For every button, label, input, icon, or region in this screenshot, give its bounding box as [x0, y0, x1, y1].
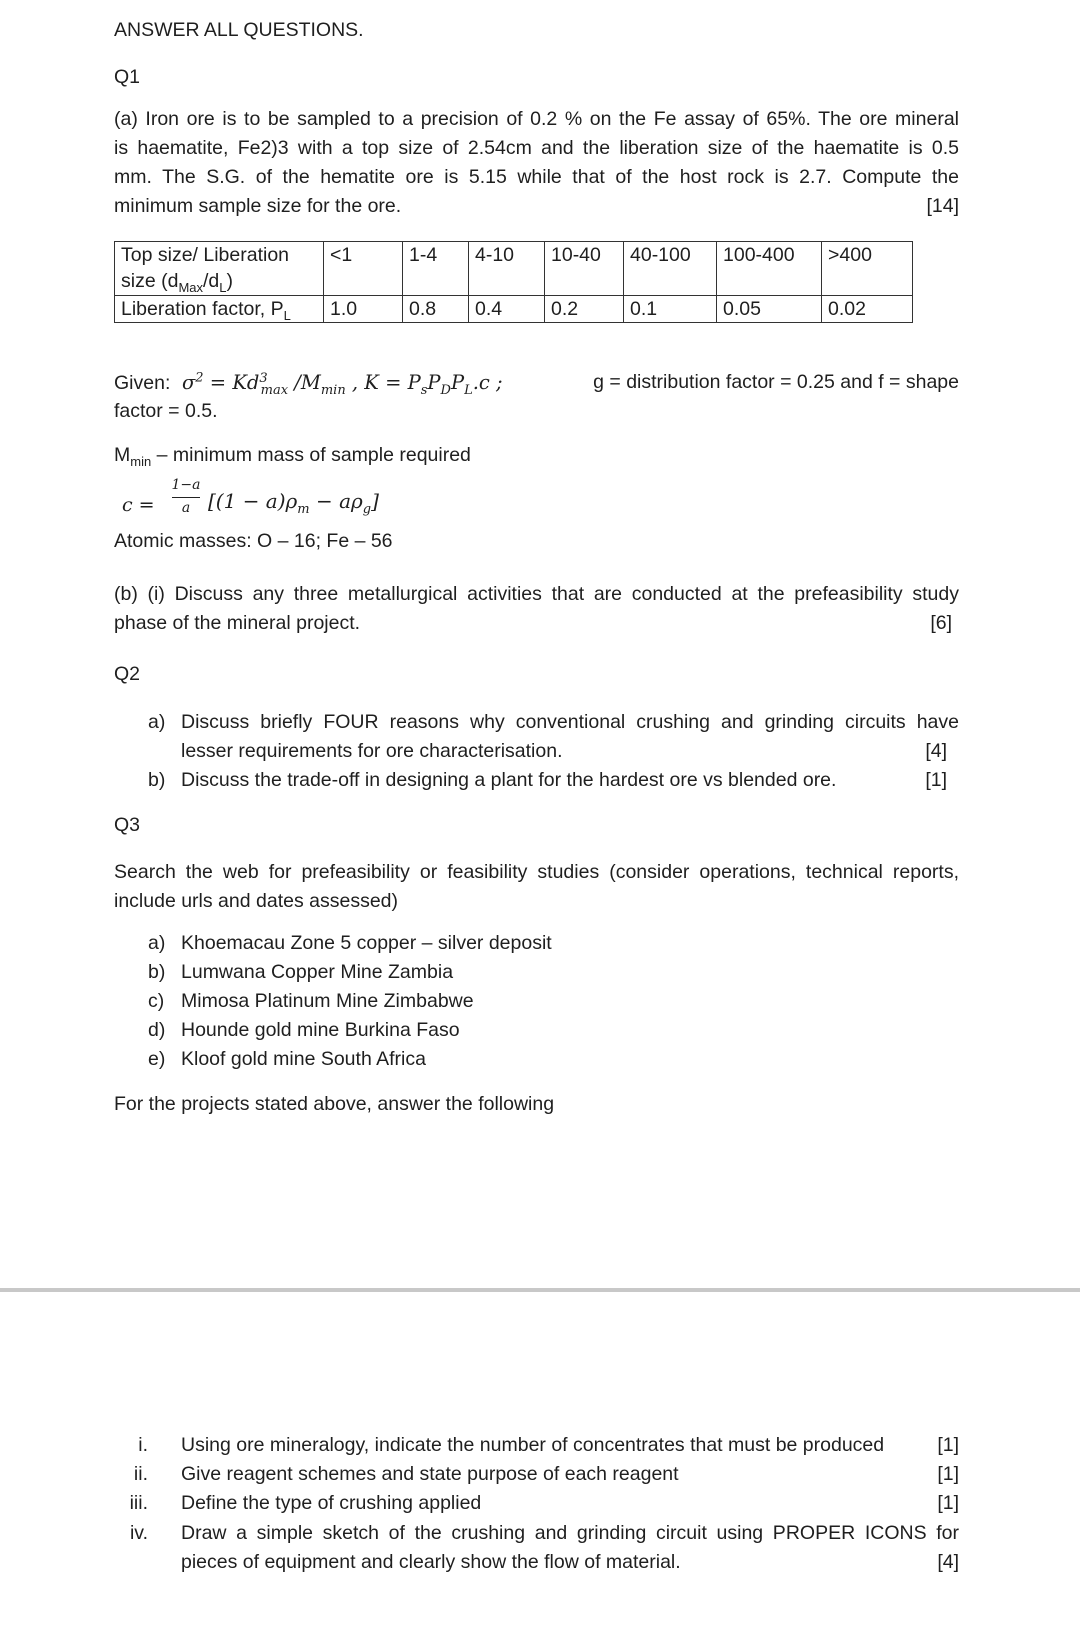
- q1a-line: minimum sample size for the ore.: [114, 195, 402, 217]
- top-size-label: Top size/ Liberation size (d: [121, 244, 290, 292]
- question-text: Define the type of crushing applied: [181, 1492, 482, 1514]
- q1b-line: (b) (i) Discuss any three metallurgical activities that are conducted at the prefeasibility study: [114, 583, 959, 605]
- project-letter: c): [148, 990, 165, 1012]
- given-line: [114, 368, 959, 398]
- table-cell: 4-10: [469, 242, 545, 296]
- table-cell: 0.4: [469, 296, 545, 323]
- table-cell: 0.2: [545, 296, 624, 323]
- question-number: iv.: [129, 1522, 148, 1544]
- question-text: Draw a simple sketch of the crushing and grinding circuit using PROPER ICONS for: [181, 1522, 959, 1544]
- project-item: Mimosa Platinum Mine Zimbabwe: [181, 990, 474, 1012]
- question-number: i.: [138, 1434, 148, 1456]
- q2-item-text: Discuss the trade-off in designing a plant for the hardest ore vs blended ore.: [181, 769, 837, 791]
- q1a-line: mm. The S.G. of the hematite ore is 5.15 while that of the host rock is 2.7. Compute the: [114, 166, 959, 188]
- project-letter: e): [148, 1048, 166, 1070]
- mmin-text: – minimum mass of sample required: [151, 444, 471, 466]
- q2-item-mark: [4]: [925, 740, 947, 762]
- question-number: ii.: [133, 1463, 148, 1485]
- page-divider: [0, 1288, 1080, 1292]
- liberation-table: [114, 241, 913, 323]
- given-text: g = distribution factor = 0.25 and f = shape: [593, 371, 959, 393]
- table-cell: 0.1: [624, 296, 717, 323]
- q2-label: Q2: [114, 663, 141, 685]
- project-item: Kloof gold mine South Africa: [181, 1048, 426, 1070]
- table-cell: <1: [324, 242, 403, 296]
- mmin-symbol: M: [114, 444, 131, 466]
- follow-text: For the projects stated above, answer the following: [114, 1093, 555, 1115]
- subscript: L: [219, 279, 227, 295]
- question-text: Give reagent schemes and state purpose of each reagent: [181, 1463, 679, 1485]
- q2-item-mark: [1]: [925, 769, 947, 791]
- table-cell: 0.8: [403, 296, 469, 323]
- q2-item-letter: b): [148, 769, 166, 791]
- page-header: ANSWER ALL QUESTIONS.: [114, 19, 364, 41]
- table-cell: 0.02: [822, 296, 913, 323]
- q1b-mark: [6]: [930, 612, 952, 634]
- q2-item-letter: a): [148, 711, 166, 733]
- table-cell: 1.0: [324, 296, 403, 323]
- question-mark: [1]: [937, 1463, 959, 1485]
- q3-label: Q3: [114, 814, 141, 836]
- subscript: min: [130, 453, 152, 469]
- table-cell: 1-4: [403, 242, 469, 296]
- given-prefix: Given:: [114, 372, 171, 394]
- table-cell: 40-100: [624, 242, 717, 296]
- atomic-masses: Atomic masses: O – 16; Fe – 56: [114, 530, 393, 552]
- question-number: iii.: [129, 1492, 148, 1514]
- q2-item-text: Discuss briefly FOUR reasons why conventional crushing and grinding circuits have: [181, 711, 959, 733]
- question-mark: [4]: [937, 1551, 959, 1573]
- q1-label: Q1: [114, 66, 141, 88]
- q2-item-text: lesser requirements for ore characterisation.: [181, 740, 563, 762]
- question-text: Using ore mineralogy, indicate the number of concentrates that must be produced: [181, 1434, 885, 1456]
- q3-intro-line: Search the web for prefeasibility or feasibility studies (consider operations, technical reports,: [114, 861, 959, 883]
- q1b-line: phase of the mineral project.: [114, 612, 361, 634]
- subscript: L: [283, 307, 291, 323]
- table-cell: 100-400: [717, 242, 822, 296]
- q1a-mark: [14]: [926, 195, 959, 217]
- table-cell: 0.05: [717, 296, 822, 323]
- project-letter: b): [148, 961, 166, 983]
- project-item: Khoemacau Zone 5 copper – silver deposit: [181, 932, 552, 954]
- question-mark: [1]: [937, 1434, 959, 1456]
- project-item: Hounde gold mine Burkina Faso: [181, 1019, 460, 1041]
- question-text: pieces of equipment and clearly show the flow of material.: [181, 1551, 681, 1573]
- top-size-label-mid: /d: [203, 270, 220, 292]
- c-formula: c = 1−a a $[(1 - a)\rho_m - a\rho_g]$: [122, 477, 379, 517]
- table-row-header: [115, 242, 324, 296]
- q1a-line: is haematite, Fe2)3 with a top size of 2.54cm and the liberation size of the haematite is 0.5: [114, 137, 959, 159]
- project-letter: d): [148, 1019, 166, 1041]
- project-letter: a): [148, 932, 166, 954]
- project-item: Lumwana Copper Mine Zambia: [181, 961, 454, 983]
- table-row-header: [115, 296, 324, 323]
- mmin-definition: [114, 441, 959, 470]
- top-size-label-end: ): [226, 270, 233, 292]
- liberation-factor-label: Liberation factor, P: [121, 298, 284, 320]
- question-mark: [1]: [937, 1492, 959, 1514]
- variance-formula: $\sigma^2 = Kd^3_{max}$ $/M_{min}$ , $K = P_sP_DP_L.c$ ;: [175, 370, 503, 398]
- table-cell: 10-40: [545, 242, 624, 296]
- subscript: Max: [178, 279, 203, 295]
- q1a-line: (a) Iron ore is to be sampled to a precision of 0.2 % on the Fe assay of 65%. The ore mineral: [114, 108, 959, 130]
- q3-intro-line: include urls and dates assessed): [114, 890, 398, 912]
- table-cell: >400: [822, 242, 913, 296]
- table-row: [115, 242, 913, 296]
- given-line2: factor = 0.5.: [114, 400, 218, 422]
- table-row: [115, 296, 913, 323]
